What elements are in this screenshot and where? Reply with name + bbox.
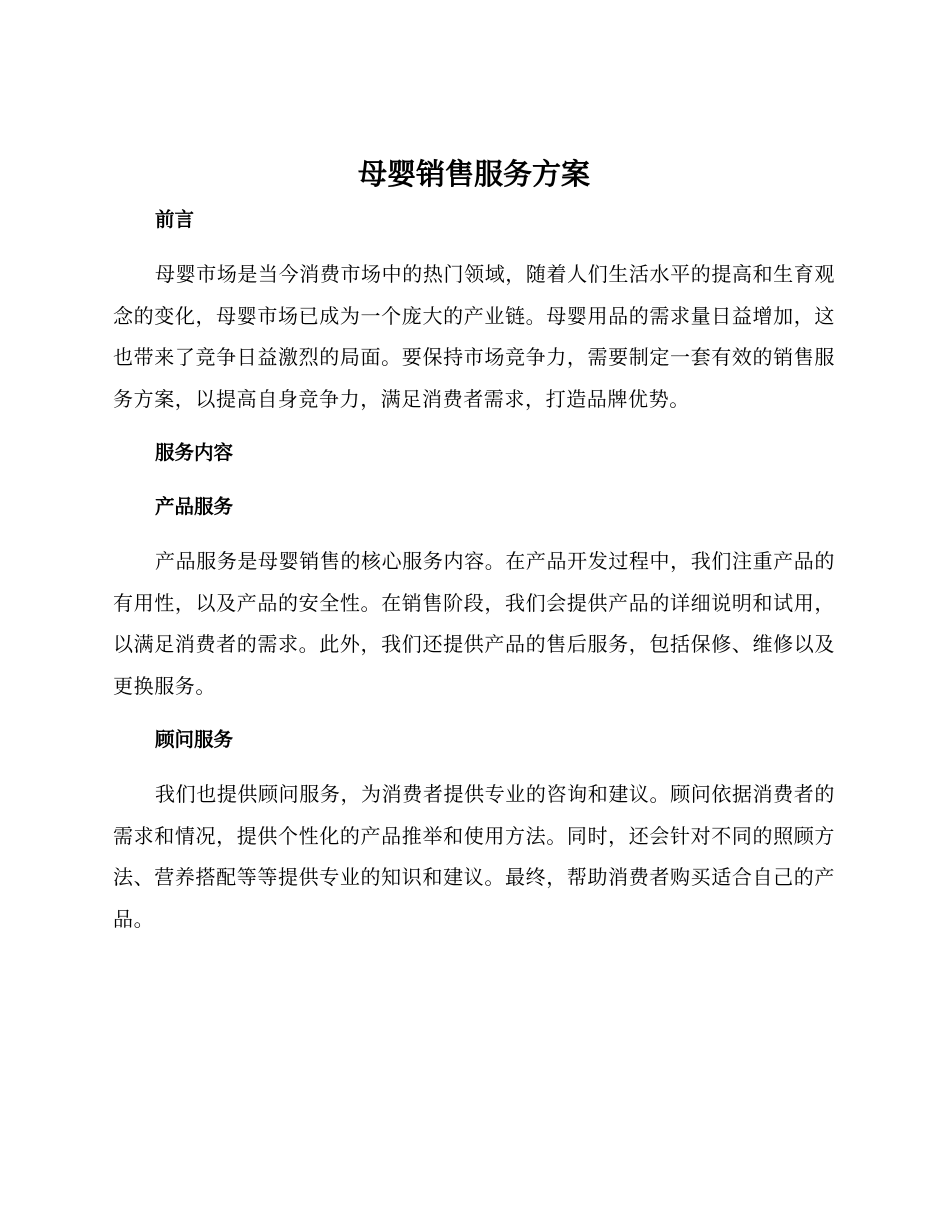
- product-service-heading: 产品服务: [155, 495, 234, 518]
- document-title: 母婴销售服务方案: [357, 157, 590, 191]
- service-content-heading: 服务内容: [155, 441, 234, 464]
- preface-paragraph: 母婴市场是当今消费市场中的热门领域，随着人们生活水平的提高和生育观念的变化，母婴市场已成为一个庞大的产业链。母婴用品的需求量日益增加，这也带来了竞争日益激烈的局面。要保持市场竞争力，需要制定一套有效的销售服务方案，以提高自身竞争力，满足消费者需求，打造品牌优势。: [113, 262, 835, 411]
- preface-heading: 前言: [155, 208, 195, 231]
- consulting-service-heading: 顾问服务: [155, 728, 234, 751]
- product-service-paragraph: 产品服务是母婴销售的核心服务内容。在产品开发过程中，我们注重产品的有用性，以及产品的安全性。在销售阶段，我们会提供产品的详细说明和试用，以满足消费者的需求。此外，我们还提供产品的售后服务，包括保修、维修以及更换服务。: [113, 549, 835, 698]
- consulting-service-paragraph: 我们也提供顾问服务，为消费者提供专业的咨询和建议。顾问依据消费者的需求和情况，提供个性化的产品推举和使用方法。同时，还会针对不同的照顾方法、营养搭配等等提供专业的知识和建议。最终，帮助消费者购买适合自己的产品。: [113, 782, 835, 931]
- document-body: [113, 148, 835, 940]
